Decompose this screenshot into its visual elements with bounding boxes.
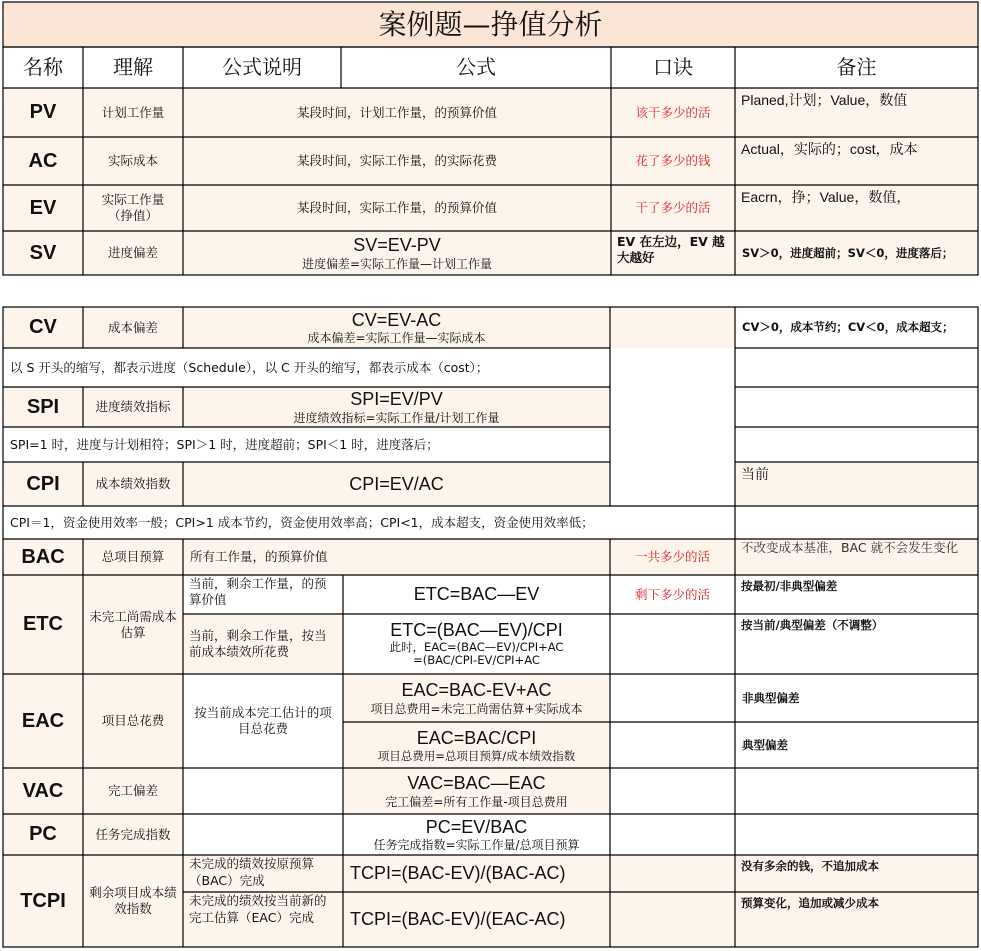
term-vac: VAC	[22, 779, 64, 802]
explain-spi: SPI=1 时，进度与计划相符；SPI＞1 时，进度超前；SPI＜1 时，进度落后；	[10, 436, 439, 452]
formula-sub-vac: 完工偏差=所有工作量-项目总费用	[385, 794, 568, 809]
note-etc-1: 按最初/非典型偏差	[741, 579, 838, 593]
meaning-tcpi: 剩余项目成本绩效指数	[89, 885, 177, 916]
formula-sub-eac-2: 项目总费用=总项目预算/成本绩效指数	[377, 749, 576, 764]
header-name: 名称	[23, 55, 63, 79]
desc-etc-1: 当前，剩余工作量，的预算价值	[189, 576, 327, 607]
term-pc: PC	[29, 823, 57, 845]
formula-cpi: CPI=EV/AC	[349, 473, 444, 494]
term-bac: BAC	[21, 545, 65, 568]
note-etc-2: 按当前/典型偏差（不调整）	[741, 618, 884, 632]
meaning-etc: 未完工尚需成本估算	[89, 608, 177, 640]
note-sv: SV＞0，进度超前；SV＜0，进度落后；	[742, 245, 954, 260]
term-cv: CV	[29, 316, 57, 338]
term-etc: ETC	[23, 613, 63, 635]
term-ac: AC	[28, 149, 58, 172]
formula-cv: CV=EV-AC	[351, 309, 442, 330]
header-description: 公式说明	[222, 55, 302, 79]
desc-eac: 按当前成本完工估计的项目总花费	[194, 705, 332, 736]
note-cpi: 当前	[741, 466, 769, 482]
meaning-pc: 任务完成指数	[95, 826, 171, 842]
formula-sub-cv: 成本偏差=实际工作量—实际成本	[307, 331, 486, 346]
formula-sub-sv: 进度偏差=实际工作量—计划工作量	[301, 256, 493, 271]
explain-cv: 以 S 开头的缩写，都表示进度（Schedule），以 C 开头的缩写，都表示成本（cost）；	[10, 359, 489, 375]
formula-sub-pc: 任务完成指数=实际工作量/总项目预算	[373, 838, 580, 853]
note-bac: 不改变成本基准，BAC 就不会发生变化	[741, 540, 959, 555]
formula-pc: PC=EV/BAC	[425, 816, 528, 837]
term-spi: SPI	[26, 395, 60, 418]
meaning-pv: 计划工作量	[101, 104, 165, 120]
meaning-ev: 实际工作量（挣值）	[101, 192, 165, 223]
desc-ac: 某段时间，实际工作量，的实际花费	[296, 153, 497, 169]
meaning-vac: 完工偏差	[107, 783, 158, 799]
mnemonic-bac: 一共多少的活	[634, 549, 710, 565]
formula-sub-spi: 进度绩效指标=实际工作量/计划工作量	[293, 410, 500, 425]
desc-tcpi-1: 未完成的绩效按原预算（BAC）完成	[189, 856, 315, 888]
desc-bac: 所有工作量，的预算价值	[190, 549, 328, 565]
formula-eac-1: EAC=BAC-EV+AC	[401, 680, 552, 701]
term-ev: EV	[29, 196, 57, 219]
meaning-bac: 总项目预算	[101, 549, 165, 565]
note-pv: Planed,计划；Value，数值	[741, 92, 908, 108]
formula-vac: VAC=BAC—EAC	[407, 773, 546, 794]
note-eac-2: 典型偏差	[742, 737, 788, 752]
mnemonic-etc: 剩下多少的活	[634, 586, 710, 602]
formula-spi: SPI=EV/PV	[350, 389, 443, 410]
meaning-eac: 项目总花费	[101, 713, 165, 729]
desc-tcpi-2: 未完成的绩效按当前新的完工估算（EAC）完成	[189, 893, 327, 925]
formula-tcpi-2: TCPI=(BAC-EV)/(EAC-AC)	[350, 909, 566, 930]
formula-etc-1: ETC=BAC—EV	[413, 584, 540, 605]
meaning-spi: 进度绩效指标	[95, 399, 171, 415]
mnemonic-ev: 干了多少的活	[635, 200, 711, 216]
formula-sub-etc-2a: 此时，EAC=(BAC—EV)/CPI+AC	[389, 640, 564, 655]
formula-sv: SV=EV-PV	[353, 235, 441, 256]
explain-cpi: CPI＝1，资金使用效率一般；CPI>1 成本节约，资金使用效率高；CPI<1，成本超支，资金使用效率低；	[10, 514, 594, 530]
note-eac-1: 非典型偏差	[742, 690, 800, 705]
desc-etc-2: 当前，剩余工作量，按当前成本绩效所花费	[189, 628, 327, 659]
mnemonic-pv: 该干多少的活	[635, 104, 711, 120]
formula-sub-eac-1: 项目总费用=未完工尚需估算+实际成本	[370, 701, 583, 716]
term-sv: SV	[29, 241, 57, 264]
note-tcpi-1: 没有多余的钱，不追加成本	[741, 859, 879, 873]
meaning-cpi: 成本绩效指数	[95, 476, 171, 492]
page-title: 案例题—挣值分析	[378, 8, 603, 41]
desc-ev: 某段时间，实际工作量，的预算价值	[296, 200, 497, 216]
note-ac: Actual，实际的；cost，成本	[741, 141, 918, 157]
mnemonic-ac: 花了多少的钱	[635, 153, 711, 169]
header-formula: 公式	[456, 55, 496, 79]
term-pv: PV	[29, 101, 57, 123]
note-ev: Eacrn，挣；Value，数值，	[741, 189, 911, 205]
header-meaning: 理解	[113, 55, 153, 79]
term-eac: EAC	[21, 709, 65, 732]
note-cv: CV＞0，成本节约；CV＜0，成本超支；	[742, 320, 954, 335]
formula-tcpi-1: TCPI=(BAC-EV)/(BAC-AC)	[350, 863, 566, 884]
term-tcpi: TCPI	[20, 889, 66, 912]
formula-etc-2: ETC=(BAC—EV)/CPI	[390, 620, 563, 641]
header-note: 备注	[836, 55, 877, 79]
desc-pv: 某段时间，计划工作量，的预算价值	[296, 104, 497, 120]
term-cpi: CPI	[26, 472, 60, 495]
meaning-cv: 成本偏差	[107, 319, 158, 335]
formula-eac-2: EAC=BAC/CPI	[416, 727, 537, 748]
header-mnemonic: 口诀	[653, 55, 693, 79]
mnemonic-sv: EV 在左边，EV 越大越好	[617, 234, 725, 265]
note-tcpi-2: 预算变化，追加或减少成本	[741, 896, 879, 910]
formula-sub-etc-2b: =(BAC/CPI-EV/CPI+AC	[413, 653, 540, 668]
meaning-sv: 进度偏差	[107, 245, 158, 261]
meaning-ac: 实际成本	[107, 153, 158, 169]
